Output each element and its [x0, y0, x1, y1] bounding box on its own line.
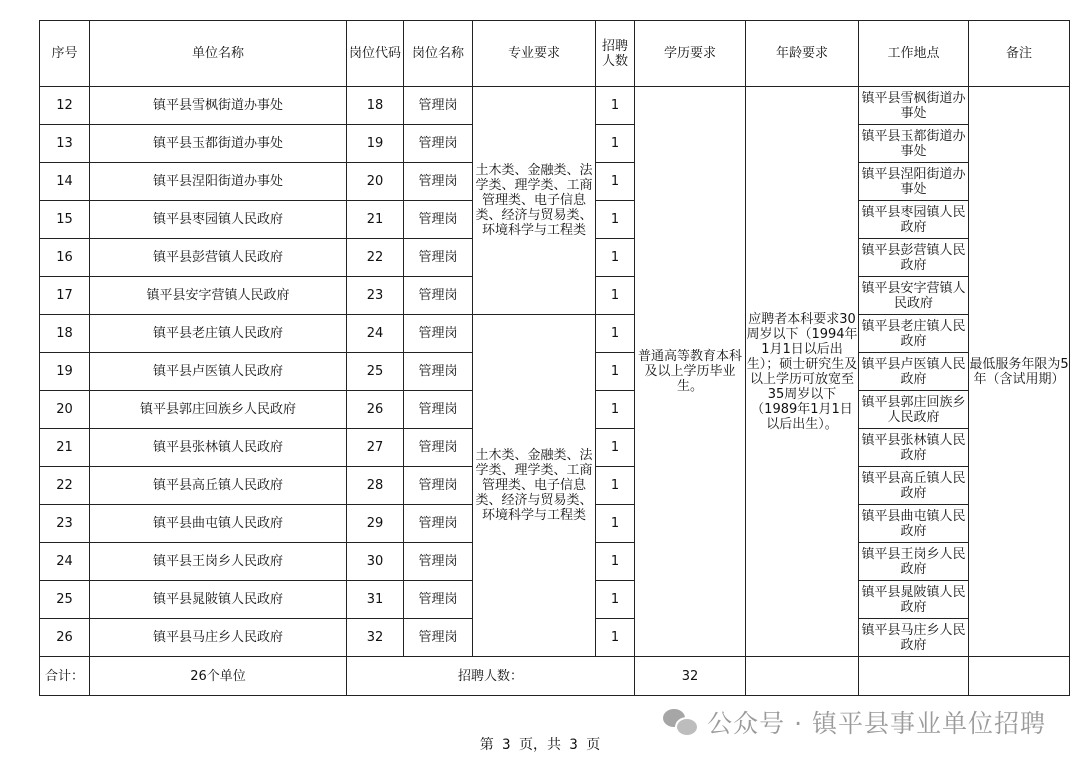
- header-location: 工作地点: [859, 21, 969, 87]
- cell-unit: 镇平县晁陂镇人民政府: [90, 581, 347, 619]
- cell-location: 镇平县王岗乡人民政府: [859, 543, 969, 581]
- cell-count: 1: [596, 429, 635, 467]
- cell-count: 1: [596, 467, 635, 505]
- cell-count: 1: [596, 277, 635, 315]
- page-footer: 第 3 页，共 3 页: [479, 737, 601, 753]
- cell-no: 18: [40, 315, 90, 353]
- cell-post: 管理岗: [404, 581, 473, 619]
- cell-count: 1: [596, 87, 635, 125]
- header-major: 专业要求: [473, 21, 596, 87]
- cell-major-group-1: 土木类、金融类、法学类、理学类、工商管理类、电子信息类、经济与贸易类、环境科学与工程类: [473, 87, 596, 315]
- total-empty-education: [746, 657, 859, 696]
- cell-count: 1: [596, 163, 635, 201]
- cell-unit: 镇平县雪枫街道办事处: [90, 87, 347, 125]
- cell-unit: 镇平县王岗乡人民政府: [90, 543, 347, 581]
- cell-unit: 镇平县郭庄回族乡人民政府: [90, 391, 347, 429]
- cell-post: 管理岗: [404, 543, 473, 581]
- cell-location: 镇平县安字营镇人民政府: [859, 277, 969, 315]
- cell-count: 1: [596, 619, 635, 657]
- total-label: 合计：: [40, 657, 90, 696]
- cell-location: 镇平县张林镇人民政府: [859, 429, 969, 467]
- cell-code: 28: [347, 467, 404, 505]
- cell-post: 管理岗: [404, 353, 473, 391]
- cell-no: 15: [40, 201, 90, 239]
- cell-no: 21: [40, 429, 90, 467]
- cell-post: 管理岗: [404, 315, 473, 353]
- cell-post: 管理岗: [404, 163, 473, 201]
- cell-no: 24: [40, 543, 90, 581]
- header-post: 岗位名称: [404, 21, 473, 87]
- cell-location: 镇平县曲屯镇人民政府: [859, 505, 969, 543]
- cell-code: 25: [347, 353, 404, 391]
- cell-code: 26: [347, 391, 404, 429]
- cell-post: 管理岗: [404, 391, 473, 429]
- header-education: 学历要求: [635, 21, 746, 87]
- cell-unit: 镇平县卢医镇人民政府: [90, 353, 347, 391]
- header-unit: 单位名称: [90, 21, 347, 87]
- cell-unit: 镇平县高丘镇人民政府: [90, 467, 347, 505]
- cell-code: 27: [347, 429, 404, 467]
- cell-code: 31: [347, 581, 404, 619]
- cell-count: 1: [596, 505, 635, 543]
- total-empty-location: [969, 657, 1070, 696]
- header-code: 岗位代码: [347, 21, 404, 87]
- cell-education: 普通高等教育本科及以上学历毕业生。: [635, 87, 746, 657]
- cell-no: 26: [40, 619, 90, 657]
- watermark-text: 公众号 · 镇平县事业单位招聘: [707, 709, 1046, 738]
- cell-code: 24: [347, 315, 404, 353]
- table-row: [40, 315, 1070, 353]
- cell-location: 镇平县马庄乡人民政府: [859, 619, 969, 657]
- cell-post: 管理岗: [404, 125, 473, 163]
- header-count: 招聘人数: [596, 21, 635, 87]
- cell-no: 23: [40, 505, 90, 543]
- cell-unit: 镇平县曲屯镇人民政府: [90, 505, 347, 543]
- cell-unit: 镇平县安字营镇人民政府: [90, 277, 347, 315]
- cell-count: 1: [596, 315, 635, 353]
- cell-count: 1: [596, 125, 635, 163]
- header-age: 年龄要求: [746, 21, 859, 87]
- cell-count: 1: [596, 543, 635, 581]
- cell-code: 22: [347, 239, 404, 277]
- cell-post: 管理岗: [404, 619, 473, 657]
- total-hire-count: 32: [635, 657, 746, 696]
- cell-unit: 镇平县张林镇人民政府: [90, 429, 347, 467]
- table-row: [40, 87, 1070, 125]
- cell-post: 管理岗: [404, 429, 473, 467]
- cell-unit: 镇平县涅阳街道办事处: [90, 163, 347, 201]
- cell-code: 19: [347, 125, 404, 163]
- total-units: 26个单位: [90, 657, 347, 696]
- cell-no: 19: [40, 353, 90, 391]
- cell-unit: 镇平县老庄镇人民政府: [90, 315, 347, 353]
- cell-count: 1: [596, 391, 635, 429]
- cell-code: 21: [347, 201, 404, 239]
- cell-unit: 镇平县枣园镇人民政府: [90, 201, 347, 239]
- cell-post: 管理岗: [404, 467, 473, 505]
- total-row: [40, 657, 1070, 696]
- cell-no: 20: [40, 391, 90, 429]
- cell-code: 20: [347, 163, 404, 201]
- cell-no: 16: [40, 239, 90, 277]
- cell-no: 25: [40, 581, 90, 619]
- cell-unit: 镇平县马庄乡人民政府: [90, 619, 347, 657]
- cell-no: 12: [40, 87, 90, 125]
- cell-location: 镇平县玉都街道办事处: [859, 125, 969, 163]
- cell-location: 镇平县卢医镇人民政府: [859, 353, 969, 391]
- header-row: [40, 21, 1070, 87]
- cell-no: 13: [40, 125, 90, 163]
- cell-location: 镇平县晁陂镇人民政府: [859, 581, 969, 619]
- cell-post: 管理岗: [404, 505, 473, 543]
- cell-location: 镇平县雪枫街道办事处: [859, 87, 969, 125]
- cell-remark: 最低服务年限为5年（含试用期）: [969, 87, 1070, 657]
- cell-code: 23: [347, 277, 404, 315]
- cell-location: 镇平县枣园镇人民政府: [859, 201, 969, 239]
- cell-unit: 镇平县彭营镇人民政府: [90, 239, 347, 277]
- cell-no: 14: [40, 163, 90, 201]
- cell-post: 管理岗: [404, 201, 473, 239]
- cell-no: 22: [40, 467, 90, 505]
- recruitment-table: [39, 20, 1070, 696]
- cell-age: 应聘者本科要求30周岁以下（1994年1月1日以后出生）；硕士研究生及以上学历可放宽至35周岁以下（1989年1月1日以后出生）。: [746, 87, 859, 657]
- cell-unit: 镇平县玉都街道办事处: [90, 125, 347, 163]
- cell-count: 1: [596, 353, 635, 391]
- cell-location: 镇平县老庄镇人民政府: [859, 315, 969, 353]
- cell-location: 镇平县彭营镇人民政府: [859, 239, 969, 277]
- cell-major-group-2: 土木类、金融类、法学类、理学类、工商管理类、电子信息类、经济与贸易类、环境科学与工程类: [473, 315, 596, 657]
- cell-code: 18: [347, 87, 404, 125]
- wechat-icon: [663, 707, 699, 737]
- header-no: 序号: [40, 21, 90, 87]
- cell-no: 17: [40, 277, 90, 315]
- cell-location: 镇平县高丘镇人民政府: [859, 467, 969, 505]
- cell-post: 管理岗: [404, 87, 473, 125]
- cell-code: 29: [347, 505, 404, 543]
- cell-code: 32: [347, 619, 404, 657]
- cell-location: 镇平县郭庄回族乡人民政府: [859, 391, 969, 429]
- cell-count: 1: [596, 581, 635, 619]
- header-remark: 备注: [969, 21, 1070, 87]
- cell-count: 1: [596, 239, 635, 277]
- cell-post: 管理岗: [404, 277, 473, 315]
- total-hire-label: 招聘人数：: [347, 657, 635, 696]
- total-empty-age: [859, 657, 969, 696]
- cell-post: 管理岗: [404, 239, 473, 277]
- cell-code: 30: [347, 543, 404, 581]
- cell-count: 1: [596, 201, 635, 239]
- cell-location: 镇平县涅阳街道办事处: [859, 163, 969, 201]
